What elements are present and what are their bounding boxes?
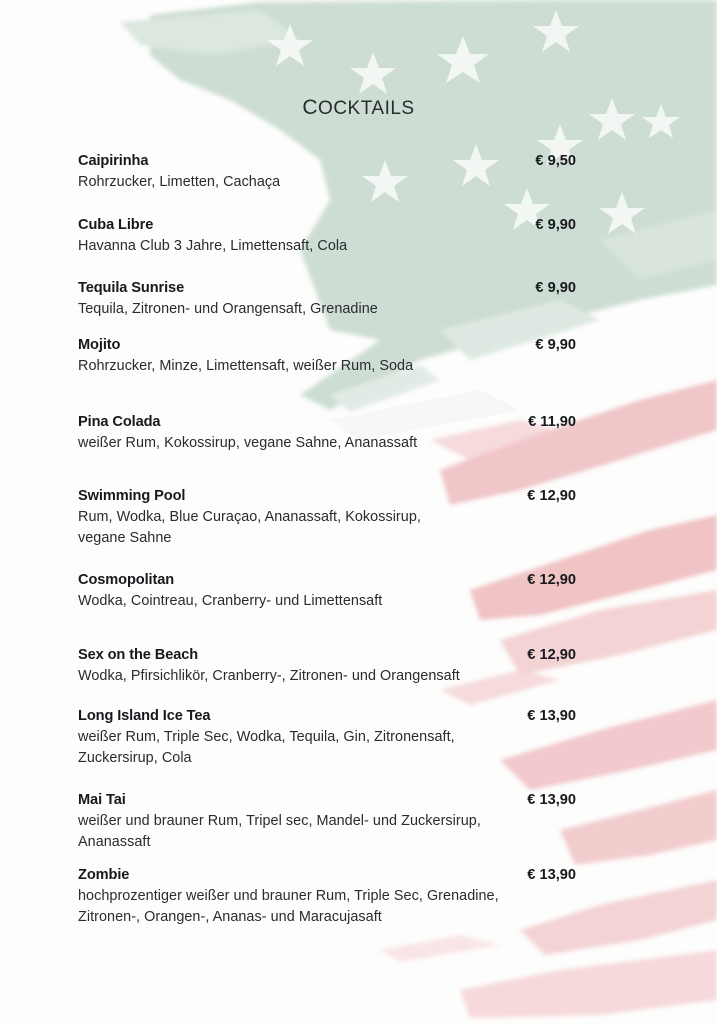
item-price: € 12,90 [527,488,576,504]
menu-item [78,645,578,687]
item-description: Rohrzucker, Minze, Limettensaft, weißer Rum, Soda [78,358,414,374]
item-description: weißer und brauner Rum, Tripel sec, Mandel- und Zuckersirup, Ananassaft [78,813,481,850]
item-description: Wodka, Pfirsichlikör, Cranberry-, Zitronen- und Orangensaft [78,668,460,684]
menu-item [78,706,578,769]
item-description: Rohrzucker, Limetten, Cachaça [78,174,281,190]
menu-item [78,278,578,320]
menu-item [78,335,578,377]
item-price: € 12,90 [527,647,576,663]
item-price: € 13,90 [527,708,576,724]
item-description: Tequila, Zitronen- und Orangensaft, Grenadine [78,301,378,317]
item-description: Havanna Club 3 Jahre, Limettensaft, Cola [78,238,348,254]
item-price: € 11,90 [528,414,576,430]
item-name: Sex on the Beach [78,647,199,663]
item-name: Mojito [78,337,121,353]
item-price: € 9,50 [535,153,576,169]
item-name: Zombie [78,867,130,883]
item-description: Wodka, Cointreau, Cranberry- und Limettensaft [78,593,383,609]
item-name: Cuba Libre [78,217,154,233]
menu-item [78,151,578,193]
item-price: € 12,90 [527,572,576,588]
item-description: hochprozentiger weißer und brauner Rum, Triple Sec, Grenadine, Zitronen-, Orangen-, Ananas- und Maracujasaft [78,888,499,925]
item-name: Caipirinha [78,153,149,169]
menu-item [78,790,578,853]
item-name: Swimming Pool [78,488,186,504]
item-description: weißer Rum, Triple Sec, Wodka, Tequila, Gin, Zitronensaft, Zuckersirup, Cola [78,729,455,766]
item-price: € 13,90 [527,792,576,808]
item-price: € 13,90 [527,867,576,883]
menu-title [0,96,717,120]
item-name: Pina Colada [78,414,161,430]
item-name: Cosmopolitan [78,572,175,588]
item-description: Rum, Wodka, Blue Curaçao, Ananassaft, Kokossirup, vegane Sahne [78,509,421,546]
item-price: € 9,90 [535,337,576,353]
menu-item [78,865,578,928]
item-price: € 9,90 [535,217,576,233]
menu-item [78,215,578,257]
menu-item [78,486,578,549]
item-description: weißer Rum, Kokossirup, vegane Sahne, Ananassaft [78,435,418,451]
item-name: Long Island Ice Tea [78,708,211,724]
menu-title-text: COCKTAILS [302,96,415,119]
item-price: € 9,90 [535,280,576,296]
item-name: Mai Tai [78,792,126,808]
menu-item [78,412,578,454]
item-name: Tequila Sunrise [78,280,185,296]
menu-item [78,570,578,612]
